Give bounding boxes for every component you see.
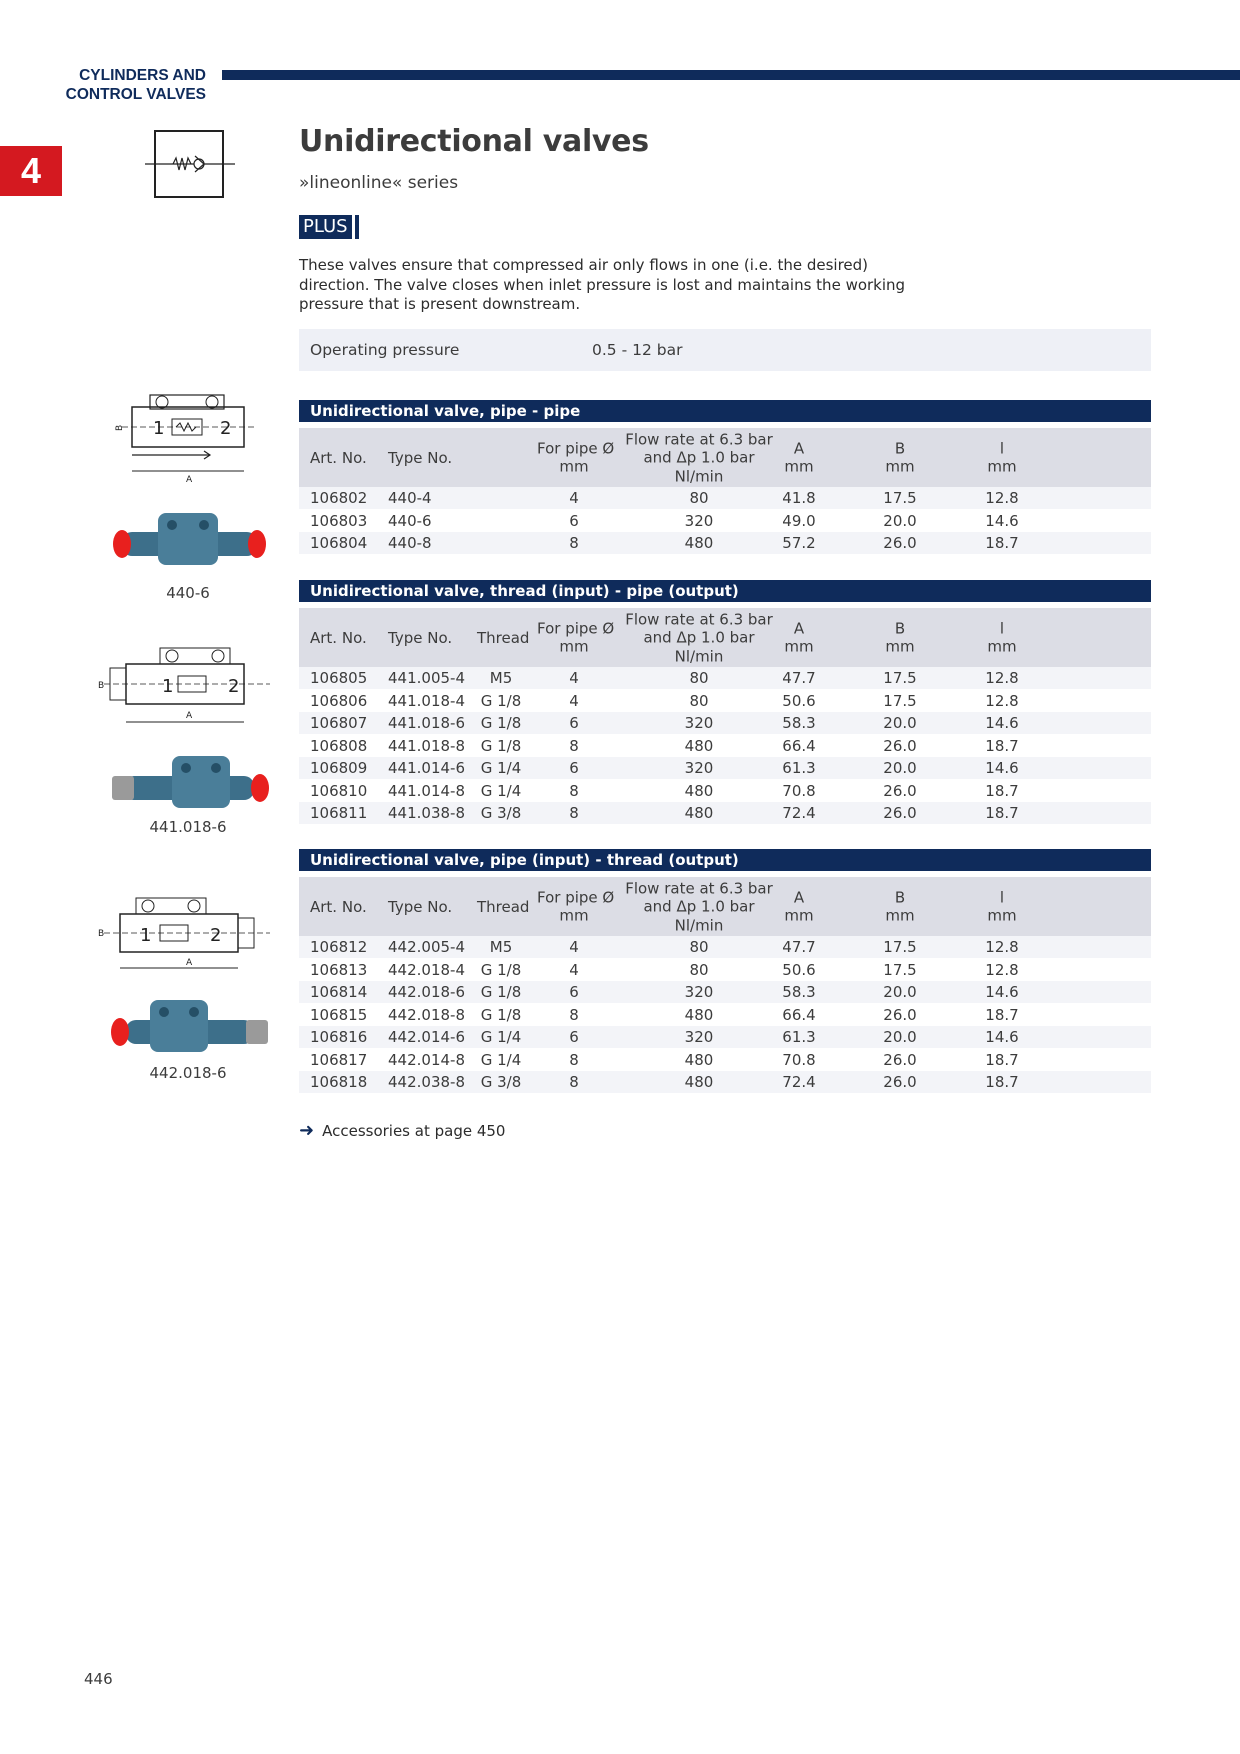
cell-art: 106802 [310,489,368,507]
cell-art: 106808 [310,736,368,755]
accessories-text: Accessories at page 450 [322,1121,506,1140]
table-title: Unidirectional valve, thread (input) - pipe (output) [299,580,1151,602]
cell-art: 106806 [310,691,368,710]
dim-a-label: A [186,475,193,485]
cell-l: 12.8 [985,669,1019,687]
table-pipe-thread [299,849,1151,1094]
table-row [299,735,1151,758]
cell-pipe: 4 [569,938,579,956]
column-header-a: A mm [784,439,814,476]
intro-text: These valves ensure that compressed air only flows in one (i.e. the desired) direction. The valve closes when inlet pressure is lost and maintains the working pressure that is present downstream. [299,256,906,313]
cell-type: 442.005-4 [388,938,465,956]
cell-b: 20.0 [883,1028,917,1046]
cell-type: 442.018-4 [388,960,465,979]
plus-badge [299,214,359,240]
table-title: Unidirectional valve, pipe (input) - thread (output) [299,849,1151,871]
table-header-row [299,877,1151,936]
cell-type: 442.014-8 [388,1050,465,1069]
cell-thread: G 1/8 [480,983,522,1001]
table-pipe-pipe [299,400,1151,555]
cell-thread: G 1/4 [480,1028,522,1046]
table-row [299,510,1151,533]
valve-photo-442-018-6 [110,992,270,1062]
cell-l: 18.7 [985,781,1019,800]
cell-pipe: 4 [569,960,579,979]
cell-type: 440-4 [388,489,432,507]
column-header-l: l mm [987,888,1017,925]
cell-art: 106807 [310,714,368,732]
chapter-tab[interactable]: 4 [0,146,62,196]
cell-a: 66.4 [782,1005,816,1024]
column-header-flow: Flow rate at 6.3 bar and Δp 1.0 bar Nl/min [625,609,773,665]
cell-b: 20.0 [883,511,917,530]
table-row [299,1004,1151,1027]
cell-a: 72.4 [782,804,816,822]
cell-art: 106816 [310,1028,368,1046]
table-row [299,712,1151,735]
cell-thread: M5 [489,938,513,956]
cell-pipe: 8 [569,534,579,552]
cell-thread: G 1/8 [480,714,522,732]
cell-a: 47.7 [782,938,816,956]
cell-type: 441.005-4 [388,669,465,687]
cell-flow: 480 [684,1005,714,1024]
cell-a: 50.6 [782,691,816,710]
cell-l: 18.7 [985,1073,1019,1091]
cell-l: 12.8 [985,938,1019,956]
cell-l: 18.7 [985,1050,1019,1069]
cell-b: 20.0 [883,714,917,732]
column-header-a: A mm [784,619,814,656]
dim-a-label: A [186,711,193,721]
cell-pipe: 4 [569,691,579,710]
cell-a: 50.6 [782,960,816,979]
column-header-l: l mm [987,619,1017,656]
dimension-drawing-442 [100,890,280,975]
cell-art: 106809 [310,759,368,777]
cell-art: 106813 [310,960,368,979]
cell-l: 14.6 [985,714,1019,732]
cell-thread: G 1/8 [480,691,522,710]
dim-a-label: A [186,958,193,968]
table-title: Unidirectional valve, pipe - pipe [299,400,1151,422]
cell-art: 106810 [310,781,368,800]
column-header-b: B mm [885,619,915,656]
cell-art: 106805 [310,669,368,687]
cell-thread: G 1/8 [480,736,522,755]
cell-thread: G 1/8 [480,960,522,979]
photo-caption-440-6: 440-6 [166,584,210,602]
cell-type: 440-6 [388,511,432,530]
cell-b: 26.0 [883,1073,917,1091]
dim-b-label: B [98,929,105,939]
cell-flow: 80 [689,938,709,956]
cell-a: 72.4 [782,1073,816,1091]
column-header-flow: Flow rate at 6.3 bar and Δp 1.0 bar Nl/min [625,878,773,934]
cell-b: 26.0 [883,1050,917,1069]
port-1-label: 1 [140,925,152,946]
cell-art: 106814 [310,983,368,1001]
cell-b: 17.5 [883,960,917,979]
table-row [299,487,1151,510]
column-header-flow: Flow rate at 6.3 bar and Δp 1.0 bar Nl/min [625,429,773,485]
cell-art: 106812 [310,938,368,956]
cell-b: 26.0 [883,534,917,552]
cell-b: 26.0 [883,736,917,755]
cell-pipe: 6 [569,714,579,732]
cell-l: 18.7 [985,736,1019,755]
cell-l: 12.8 [985,960,1019,979]
cell-flow: 480 [684,736,714,755]
cell-flow: 320 [684,511,714,530]
cell-art: 106818 [310,1073,368,1091]
cell-flow: 480 [684,804,714,822]
cell-l: 14.6 [985,759,1019,777]
cell-a: 61.3 [782,759,816,777]
cell-l: 18.7 [985,804,1019,822]
column-header-type: Type No. [388,897,453,916]
cell-pipe: 6 [569,511,579,530]
cell-a: 70.8 [782,1050,816,1069]
cell-a: 49.0 [782,511,816,530]
cell-flow: 480 [684,534,714,552]
cell-thread: M5 [489,669,513,687]
table-row [299,667,1151,690]
column-header-thread: Thread [477,897,530,916]
page-number: 446 [84,1670,113,1688]
cell-l: 12.8 [985,691,1019,710]
port-2-label: 2 [210,925,222,946]
cell-flow: 320 [684,1028,714,1046]
cell-a: 57.2 [782,534,816,552]
cell-b: 17.5 [883,489,917,507]
cell-pipe: 6 [569,1028,579,1046]
table-row [299,1049,1151,1072]
section-label-line1: CYLINDERS AND [79,67,206,84]
port-1-label: 1 [153,418,165,439]
cell-type: 442.014-6 [388,1028,465,1046]
header-rule [222,70,1240,80]
accessories-link[interactable] [299,1120,505,1141]
cell-thread: G 1/4 [480,759,522,777]
table-row [299,757,1151,780]
dimension-drawing-440 [110,385,270,485]
cell-type: 441.018-6 [388,714,465,732]
cell-art: 106804 [310,534,368,552]
cell-a: 47.7 [782,669,816,687]
cell-l: 14.6 [985,511,1019,530]
cell-type: 441.018-8 [388,736,465,755]
cell-pipe: 6 [569,983,579,1001]
cell-l: 18.7 [985,534,1019,552]
cell-pipe: 8 [569,1050,579,1069]
cell-type: 441.014-6 [388,759,465,777]
plus-badge-bar [355,215,359,239]
cell-type: 442.038-8 [388,1073,465,1091]
column-header-l: l mm [987,439,1017,476]
cell-type: 441.038-8 [388,804,465,822]
operating-pressure-label: Operating pressure [310,341,460,359]
cell-flow: 320 [684,759,714,777]
section-label-line2: CONTROL VALVES [65,86,206,103]
table-row [299,780,1151,803]
cell-b: 17.5 [883,691,917,710]
table-row [299,802,1151,825]
photo-caption-441-018-6: 441.018-6 [149,818,227,836]
port-2-label: 2 [228,676,240,697]
cell-type: 441.018-4 [388,691,465,710]
table-thread-pipe [299,580,1151,825]
port-1-label: 1 [162,676,174,697]
cell-l: 14.6 [985,983,1019,1001]
cell-type: 442.018-8 [388,1005,465,1024]
table-row [299,690,1151,713]
column-header-type: Type No. [388,628,453,647]
cell-a: 58.3 [782,983,816,1001]
cell-art: 106817 [310,1050,368,1069]
operating-pressure-box [299,329,1151,371]
check-valve-symbol-icon [145,130,235,200]
cell-art: 106803 [310,511,368,530]
cell-flow: 320 [684,983,714,1001]
arrow-right-icon: ➜ [299,1120,315,1141]
cell-pipe: 8 [569,1005,579,1024]
cell-a: 61.3 [782,1028,816,1046]
cell-b: 20.0 [883,983,917,1001]
section-label [66,66,206,104]
cell-thread: G 3/8 [480,804,522,822]
column-header-art: Art. No. [310,628,367,647]
column-header-pipe: For pipe Ø mm [537,888,615,925]
dim-b-label: B [115,424,125,431]
dim-b-label: B [98,681,105,691]
cell-a: 41.8 [782,489,816,507]
cell-type: 440-8 [388,534,432,552]
table-header-row [299,428,1151,487]
cell-art: 106815 [310,1005,368,1024]
column-header-thread: Thread [477,628,530,647]
operating-pressure-value: 0.5 - 12 bar [592,341,683,359]
column-header-pipe: For pipe Ø mm [537,439,615,476]
cell-pipe: 4 [569,669,579,687]
cell-flow: 80 [689,691,709,710]
cell-a: 58.3 [782,714,816,732]
cell-pipe: 4 [569,489,579,507]
cell-type: 442.018-6 [388,983,465,1001]
column-header-art: Art. No. [310,897,367,916]
valve-photo-441-018-6 [110,748,270,818]
cell-flow: 80 [689,669,709,687]
cell-flow: 480 [684,1050,714,1069]
cell-thread: G 3/8 [480,1073,522,1091]
table-header-row [299,608,1151,667]
table-row [299,959,1151,982]
cell-l: 12.8 [985,489,1019,507]
cell-flow: 480 [684,1073,714,1091]
cell-b: 17.5 [883,669,917,687]
cell-pipe: 8 [569,804,579,822]
cell-type: 441.014-8 [388,781,465,800]
photo-caption-442-018-6: 442.018-6 [149,1064,227,1082]
cell-b: 17.5 [883,938,917,956]
table-row [299,532,1151,555]
cell-pipe: 8 [569,736,579,755]
cell-l: 18.7 [985,1005,1019,1024]
plus-badge-label: PLUS [299,215,352,239]
table-row [299,1026,1151,1049]
cell-b: 20.0 [883,759,917,777]
column-header-type: Type No. [388,448,453,467]
cell-l: 14.6 [985,1028,1019,1046]
cell-a: 70.8 [782,781,816,800]
cell-pipe: 6 [569,759,579,777]
valve-photo-440-6 [112,505,267,575]
series-subtitle: »lineonline« series [299,173,459,193]
column-header-art: Art. No. [310,448,367,467]
cell-flow: 80 [689,489,709,507]
dimension-drawing-441 [100,640,280,730]
cell-flow: 320 [684,714,714,732]
cell-b: 26.0 [883,804,917,822]
port-2-label: 2 [220,418,232,439]
cell-pipe: 8 [569,1073,579,1091]
page-title: Unidirectional valves [299,124,649,159]
table-row [299,936,1151,959]
table-row [299,1071,1151,1094]
cell-flow: 480 [684,781,714,800]
cell-art: 106811 [310,804,368,822]
cell-b: 26.0 [883,1005,917,1024]
column-header-b: B mm [885,888,915,925]
cell-thread: G 1/8 [480,1005,522,1024]
cell-b: 26.0 [883,781,917,800]
cell-flow: 80 [689,960,709,979]
column-header-b: B mm [885,439,915,476]
column-header-a: A mm [784,888,814,925]
cell-a: 66.4 [782,736,816,755]
column-header-pipe: For pipe Ø mm [537,619,615,656]
cell-thread: G 1/4 [480,1050,522,1069]
table-row [299,981,1151,1004]
cell-pipe: 8 [569,781,579,800]
cell-thread: G 1/4 [480,781,522,800]
